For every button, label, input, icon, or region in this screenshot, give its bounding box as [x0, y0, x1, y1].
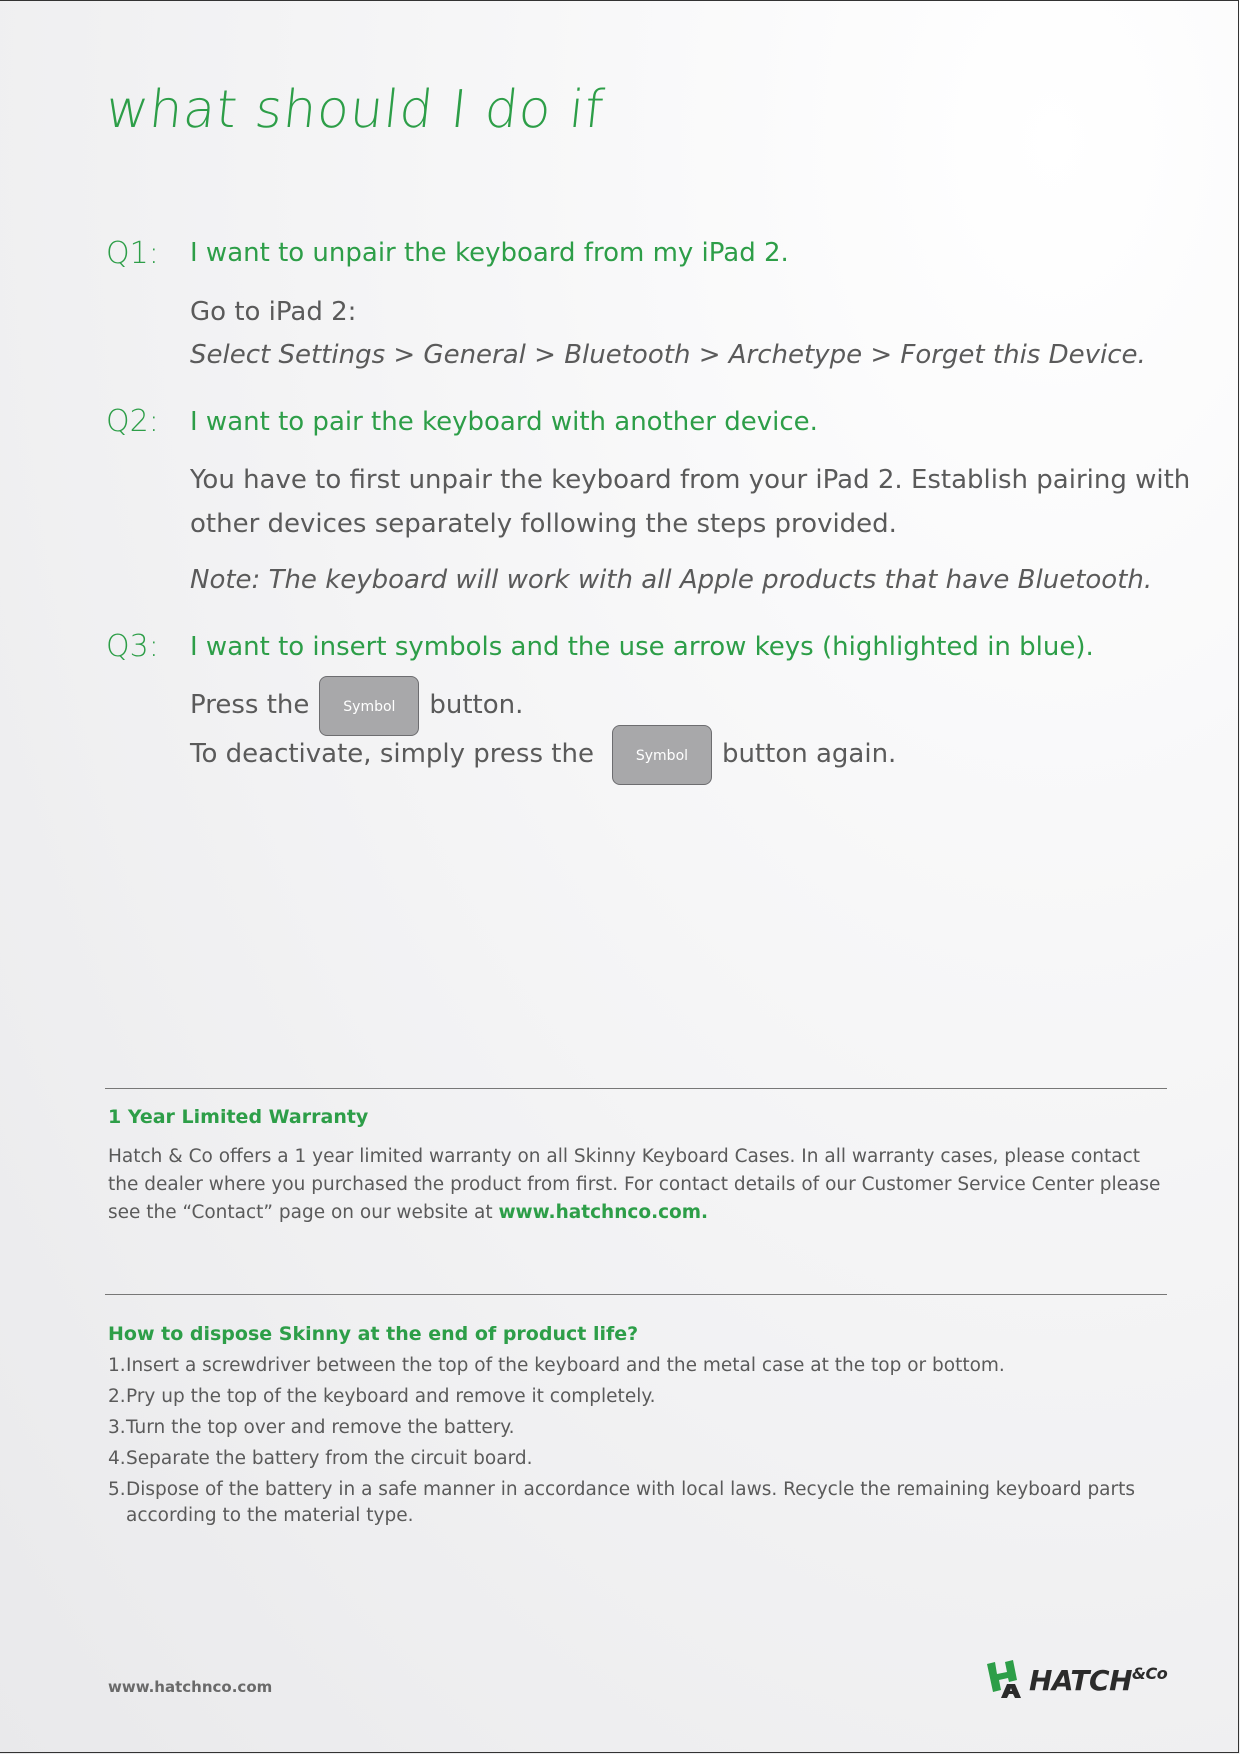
- disposal-step: [108, 1415, 1178, 1441]
- q2-answer-line-1: You have to first unpair the keyboard from your iPad 2. Establish pairing with: [190, 465, 1191, 495]
- step-text: Turn the top over and remove the battery.: [126, 1417, 515, 1438]
- q1-answer-line-1: Go to iPad 2:: [190, 297, 357, 327]
- q3-deactivate-after: button again.: [721, 739, 897, 769]
- divider: [105, 1088, 1167, 1089]
- step-number: 4.: [108, 1448, 126, 1469]
- q1-answer-line-2: Select Settings > General > Bluetooth > Archetype > Forget this Device.: [190, 340, 1146, 370]
- q3-deactivate-before: To deactivate, simply press the: [190, 739, 594, 769]
- q3-label: Q3:: [106, 629, 159, 664]
- step-text: Dispose of the battery in a safe manner in accordance with local laws. Recycle the remaining keyboard parts according to the material type.: [126, 1479, 1136, 1526]
- q1-question: I want to unpair the keyboard from my iPad 2.: [190, 238, 789, 268]
- disposal-heading: How to dispose Skinny at the end of product life?: [108, 1323, 639, 1345]
- symbol-key: Symbol: [319, 676, 419, 736]
- q2-label: Q2:: [106, 404, 159, 439]
- page-title: what should I do if: [102, 80, 608, 140]
- logo-wordmark: HATCH: [1029, 1663, 1133, 1697]
- q2-answer-line-2: other devices separately following the steps provided.: [190, 509, 897, 539]
- warranty-body: Hatch & Co offers a 1 year limited warranty on all Skinny Keyboard Cases. In all warranty cases, please contact the dealer where you purchased the product from first. For contact details of our Customer Service Center please see the “Contact” page on our website at: [108, 1146, 1161, 1223]
- q3-press-after: button.: [429, 690, 524, 720]
- website-link[interactable]: www.hatchnco.com.: [498, 1202, 709, 1223]
- hatch-logo-icon: [985, 1660, 1027, 1700]
- logo-text: [1029, 1664, 1167, 1697]
- logo-amp: &Co: [1132, 1663, 1168, 1683]
- step-text: Pry up the top of the keyboard and remove it completely.: [126, 1386, 656, 1407]
- warranty-heading: 1 Year Limited Warranty: [108, 1106, 369, 1128]
- q2-question: I want to pair the keyboard with another device.: [190, 407, 818, 437]
- disposal-step: [108, 1446, 1178, 1472]
- disposal-step: [108, 1477, 1178, 1529]
- q3-press-before: Press the: [190, 690, 310, 720]
- step-number: 3.: [108, 1417, 126, 1438]
- q1-label: Q1:: [106, 236, 159, 271]
- disposal-step: [108, 1353, 1178, 1379]
- q3-deactivate-line: [190, 721, 896, 787]
- step-text: Insert a screwdriver between the top of the keyboard and the metal case at the top or bottom.: [126, 1355, 1005, 1376]
- warranty-text: [108, 1143, 1168, 1227]
- step-number: 5.: [108, 1479, 126, 1500]
- step-number: 2.: [108, 1386, 126, 1407]
- brand-logo: [985, 1660, 1167, 1700]
- footer-url[interactable]: www.hatchnco.com: [108, 1678, 273, 1696]
- symbol-key-again: Symbol: [612, 725, 712, 785]
- step-number: 1.: [108, 1355, 126, 1376]
- divider: [105, 1294, 1167, 1295]
- step-text: Separate the battery from the circuit board.: [126, 1448, 533, 1469]
- disposal-step: [108, 1384, 1178, 1410]
- q2-note: Note: The keyboard will work with all Apple products that have Bluetooth.: [190, 565, 1153, 595]
- q3-question: I want to insert symbols and the use arrow keys (highlighted in blue).: [190, 632, 1094, 662]
